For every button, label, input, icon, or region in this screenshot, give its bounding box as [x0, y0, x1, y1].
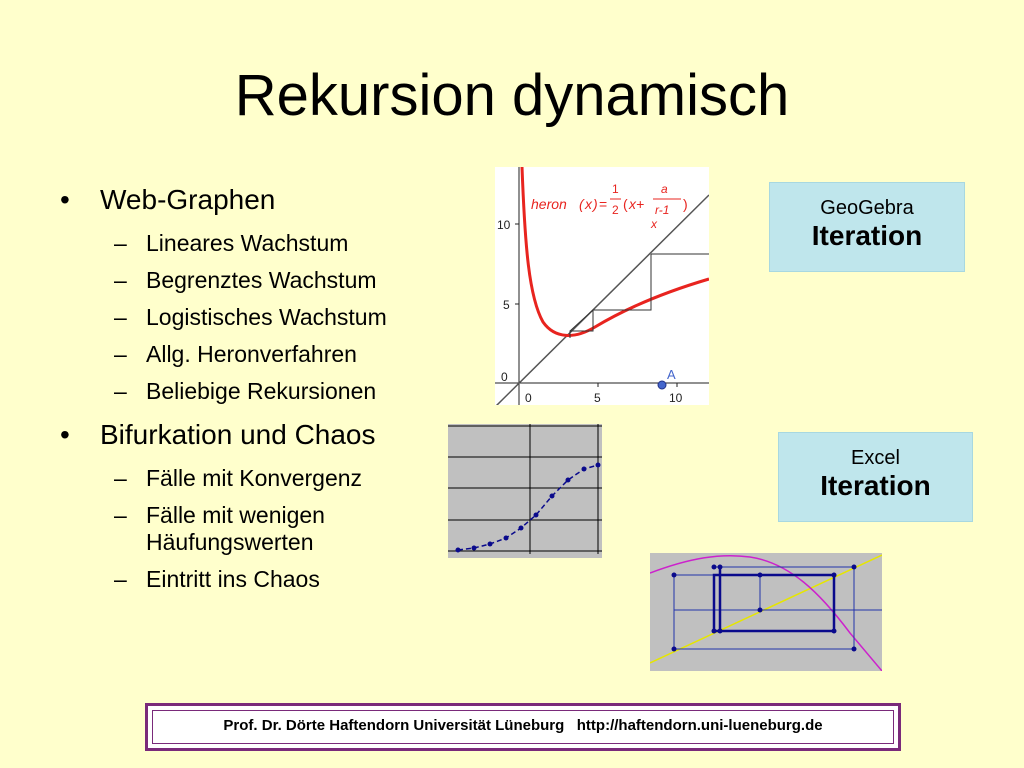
sub-item-label: Beliebige Rekursionen [146, 378, 377, 404]
geogebra-label: GeoGebra [820, 197, 914, 219]
y-tick-label: 0 [501, 370, 508, 384]
sub-item-label: Lineares Wachstum [146, 230, 349, 256]
sub-item-label: Fälle mit wenigen [146, 502, 325, 528]
sub-item-label: Allg. Heronverfahren [146, 341, 357, 367]
bullet-marker: • [60, 184, 70, 215]
bullet-bifurkation [58, 415, 458, 455]
dash-marker: – [114, 304, 127, 330]
formula-plus: x+ [629, 196, 645, 212]
geogebra-iteration-button[interactable] [769, 182, 965, 272]
slide-title: Rekursion dynamisch [234, 63, 790, 128]
dash-marker: – [114, 378, 127, 404]
sub-item [58, 566, 458, 593]
sub-item [58, 341, 458, 368]
heron-web-graph [495, 167, 709, 405]
x-tick-label: 0 [525, 391, 532, 405]
point-a-label: A [667, 367, 676, 382]
dash-marker: – [114, 341, 127, 367]
sub-item [58, 465, 458, 492]
sub-item [58, 230, 458, 257]
excel-label: Excel [851, 447, 900, 469]
sub-item [58, 304, 458, 331]
formula-var: x [585, 196, 592, 212]
point-a[interactable] [658, 381, 666, 389]
dash-marker: – [114, 230, 127, 256]
svg-text:(: ( [579, 196, 584, 212]
x-tick-label: 10 [669, 391, 683, 405]
sub-item-label: Fälle mit Konvergenz [146, 465, 363, 491]
svg-text:): ) [683, 196, 688, 212]
bullet-list [58, 180, 458, 593]
excel-iteration-label: Iteration [820, 470, 931, 501]
bifurcation-web-diagram [650, 553, 882, 671]
footer [145, 703, 901, 751]
x-tick-label: 5 [594, 391, 601, 405]
sub-item [58, 502, 458, 556]
sub-item [58, 267, 458, 294]
bullet-label: Bifurkation und Chaos [100, 419, 376, 450]
formula-one: 1 [612, 182, 619, 196]
dash-marker: – [114, 267, 127, 293]
dash-marker: – [114, 465, 127, 491]
formula-eq: = [599, 196, 608, 212]
bullet-web-graphen [58, 180, 458, 220]
formula-a: a [661, 182, 668, 196]
bullet-marker: • [60, 419, 70, 450]
geogebra-iteration-label: Iteration [811, 220, 923, 251]
sub-item-label-cont: Häufungswerten [146, 529, 314, 555]
sub-item-label: Eintritt ins Chaos [146, 566, 320, 592]
sub-item-label: Logistisches Wachstum [146, 304, 387, 330]
dash-marker: – [114, 566, 127, 592]
y-tick-label: 5 [503, 298, 510, 312]
svg-text:(: ( [623, 196, 628, 212]
dash-marker: – [114, 502, 127, 528]
formula-x-label: x [651, 217, 657, 231]
bullet-label: Web-Graphen [100, 184, 276, 215]
excel-iteration-button[interactable] [778, 432, 973, 522]
svg-text:): ) [593, 196, 598, 212]
logistic-growth-chart [448, 424, 602, 558]
formula-two: 2 [612, 203, 619, 217]
sub-item-label: Begrenztes Wachstum [146, 267, 377, 293]
sub-item [58, 378, 458, 405]
y-tick-label: 10 [497, 218, 511, 232]
formula-r1: r-1 [655, 203, 670, 217]
svg-text:heron [531, 196, 567, 212]
formula-name: heron [531, 196, 567, 212]
footer-text: Prof. Dr. Dörte Haftendorn Universität Lüneburg http://haftendorn.uni-lueneburg.de [152, 710, 894, 744]
